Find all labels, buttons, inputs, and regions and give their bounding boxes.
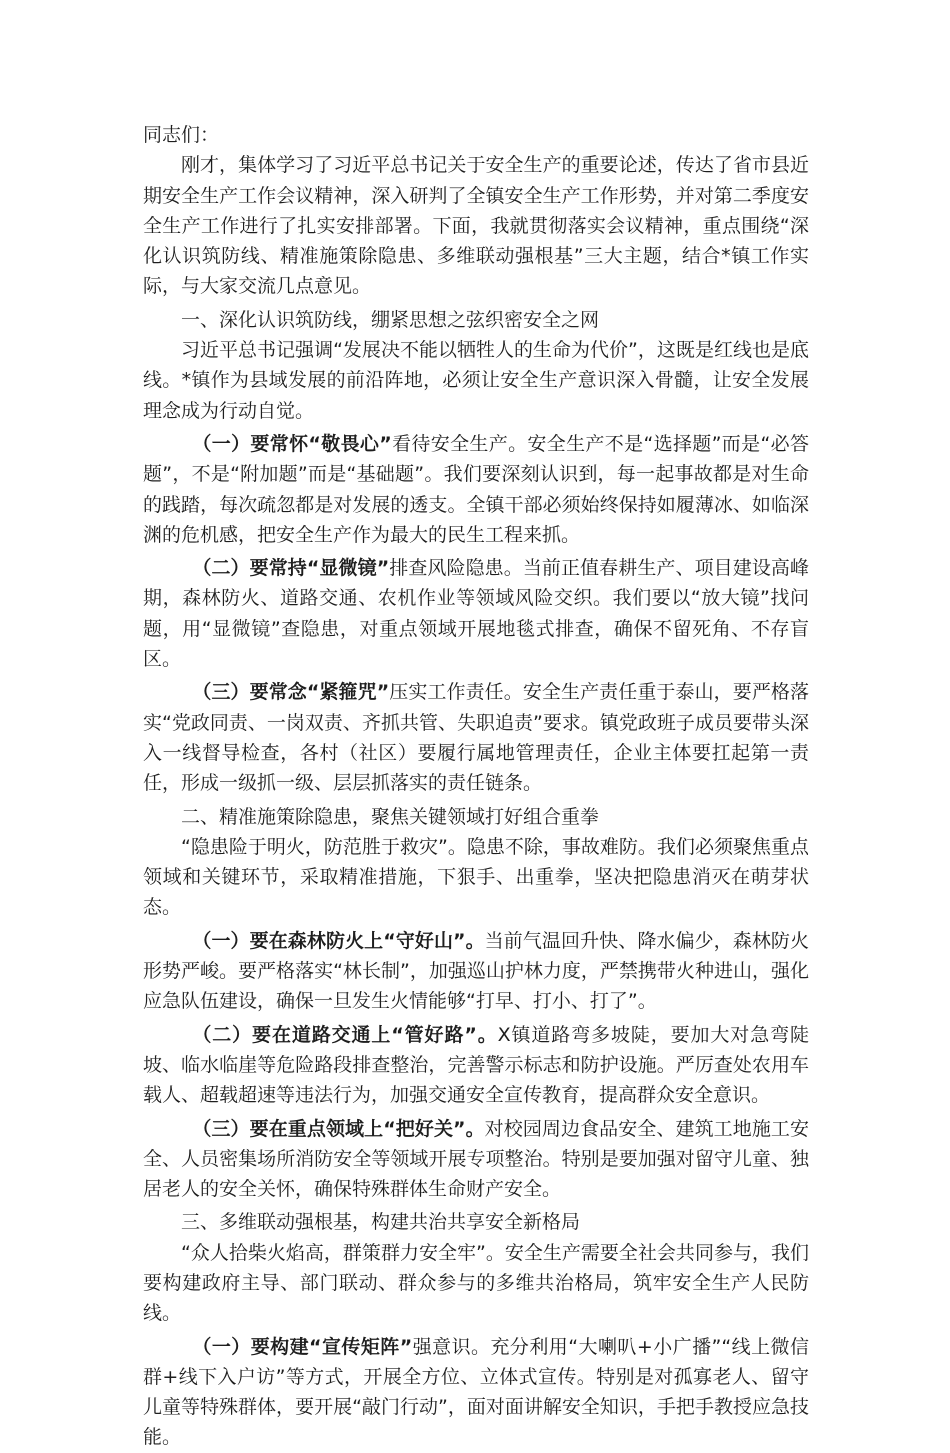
paragraph-text: X镇道路弯多坡陡，要加大对急弯陡坡、临水临崖等危险路段排查整治，完善警示标志和防护设施。严厉查处农用车载人、超载超速等违法行为，加强交通安全宣传教育，提高群众安全意识。 (143, 1023, 809, 1107)
sub-paragraph (143, 926, 809, 1017)
body-paragraph (143, 335, 809, 426)
paragraph-text: 三、多维联动强根基，构建共治共享安全新格局 (181, 1211, 581, 1234)
paragraph-lead: （二）要在道路交通上“管好路”。 (192, 1023, 498, 1046)
paragraph-text: 刚才，集体学习了习近平总书记关于安全生产的重要论述，传达了省市县近期安全生产工作会议精神，深入研判了全镇安全生产工作形势，并对第二季度安全生产工作进行了扎实安排部署。下面，我就贯彻落实会议精神，重点围绕“深化认识筑防线、精准施策除隐患、多维联动强根基”三大主题，结合*镇工作实际，与大家交流几点意见。 (143, 154, 809, 298)
paragraph-text: 二、精准施策除隐患，聚焦关键领域打好组合重拳 (181, 805, 600, 828)
paragraph-text: 习近平总书记强调“发展决不能以牺牲人的生命为代价”，这既是红线也是底线。*镇作为县域发展的前沿阵地，必须让安全生产意识深入骨髓，让安全发展理念成为行动自觉。 (143, 339, 809, 422)
document-page (143, 120, 809, 1453)
body-paragraph (143, 150, 809, 301)
body-paragraph (143, 832, 809, 923)
salutation: 同志们： (143, 124, 220, 146)
sub-paragraph (143, 677, 809, 798)
section-heading (143, 1207, 809, 1237)
paragraph-list (143, 150, 809, 1452)
section-heading (143, 305, 809, 335)
paragraph-text: 对校园周边食品安全、建筑工地施工安全、人员密集场所消防安全等领域开展专项整治。特别是要加强对留守儿童、独居老人的安全关怀，确保特殊群体生命财产安全。 (143, 1117, 809, 1201)
paragraph-lead: （一）要构建“宣传矩阵” (192, 1335, 413, 1358)
paragraph-text: 一、深化认识筑防线，绷紧思想之弦织密安全之网 (181, 308, 600, 331)
section-heading (143, 802, 809, 832)
sub-paragraph (143, 553, 809, 674)
sub-paragraph (143, 1332, 809, 1453)
paragraph-text: 强意识。充分利用“大喇叭+小广播”“线上微信群+线下入户访”等方式，开展全方位、立体式宣传。特别是对孤寡老人、留守儿童等特殊群体，要开展“敲门行动”，面对面讲解安全知识，手把手教授应急技能。 (143, 1335, 810, 1449)
sub-paragraph (143, 1114, 809, 1205)
paragraph-text: 当前气温回升快、降水偏少，森林防火形势严峻。要严格落实“林长制”，加强巡山护林力度，严禁携带火种进山，强化应急队伍建设，确保一旦发生火情能够“打早、打小、打了”。 (143, 929, 809, 1013)
paragraph-text: 压实工作责任。安全生产责任重于泰山，要严格落实“党政同责、一岗双责、齐抓共管、失职追责”要求。镇党政班子成员要带头深入一线督导检查，各村（社区）要履行属地管理责任，企业主体要扛起第一责任，形成一级抓一级、层层抓落实的责任链条。 (143, 681, 809, 795)
paragraph-lead: （三）要在重点领域上“把好关”。 (192, 1117, 485, 1140)
sub-paragraph (143, 429, 809, 550)
sub-paragraph (143, 1020, 809, 1111)
paragraph-lead: （三）要常念“紧箍咒” (192, 681, 390, 704)
paragraph-text: “众人拾柴火焰高，群策群力安全牢”。安全生产需要全社会共同参与，我们要构建政府主导、部门联动、群众参与的多维共治格局，筑牢安全生产人民防线。 (143, 1241, 809, 1325)
paragraph-text: “隐患险于明火，防范胜于救灾”。隐患不除，事故难防。我们必须聚焦重点领域和关键环节，采取精准措施，下狠手、出重拳，坚决把隐患消灭在萌芽状态。 (143, 835, 809, 919)
body-paragraph (143, 1238, 809, 1329)
paragraph-lead: （一）要常怀“敬畏心” (192, 432, 392, 455)
paragraph-text: 排查风险隐患。当前正值春耕生产、项目建设高峰期，森林防火、道路交通、农机作业等领域风险交织。我们要以“放大镜”找问题，用“显微镜”查隐患，对重点领域开展地毯式排查，确保不留死角、不存盲区。 (143, 557, 809, 671)
paragraph-lead: （二）要常持“显微镜” (192, 557, 390, 580)
paragraph-text: 看待安全生产。安全生产不是“选择题”而是“必答题”，不是“附加题”而是“基础题”。我们要深刻认识到，每一起事故都是对生命的践踏，每次疏忽都是对发展的透支。全镇干部必须始终保持如履薄冰、如临深渊的危机感，把安全生产作为最大的民生工程来抓。 (143, 432, 809, 546)
paragraph-lead: （一）要在森林防火上“守好山”。 (192, 929, 485, 952)
